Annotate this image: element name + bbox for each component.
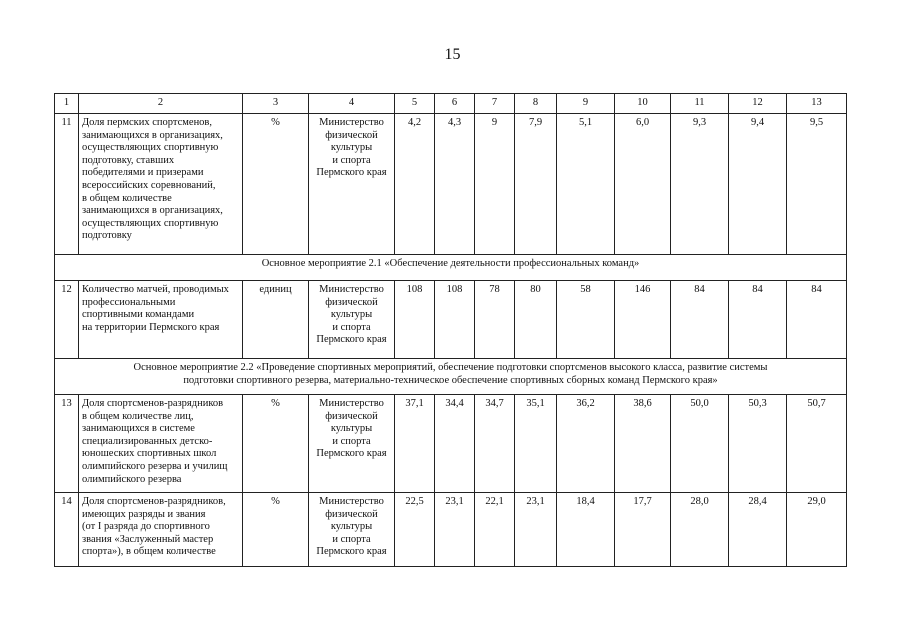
value-cell: 35,1	[515, 395, 557, 493]
unit-cell: %	[243, 114, 309, 255]
section-row	[55, 359, 847, 395]
header-cell: 1	[55, 94, 79, 114]
unit-cell: %	[243, 493, 309, 567]
table-row	[55, 395, 847, 493]
responsible-cell: Министерство физической культуры и спорта Пермского края	[309, 493, 395, 567]
value-cell: 28,0	[671, 493, 729, 567]
table-header-row	[55, 94, 847, 114]
table-row	[55, 493, 847, 567]
header-cell: 5	[395, 94, 435, 114]
value-cell: 9,5	[787, 114, 847, 255]
header-cell: 10	[615, 94, 671, 114]
value-cell: 5,1	[557, 114, 615, 255]
value-cell: 4,3	[435, 114, 475, 255]
row-number: 14	[55, 493, 79, 567]
value-cell: 29,0	[787, 493, 847, 567]
row-number: 13	[55, 395, 79, 493]
value-cell: 84	[671, 281, 729, 359]
value-cell: 7,9	[515, 114, 557, 255]
value-cell: 50,0	[671, 395, 729, 493]
header-cell: 13	[787, 94, 847, 114]
header-cell: 3	[243, 94, 309, 114]
section-title: Основное мероприятие 2.1 «Обеспечение деятельности профессиональных команд»	[55, 255, 847, 281]
indicator-name: Количество матчей, проводимых профессиональными спортивными командами на территории Пермского края	[79, 281, 243, 359]
value-cell: 108	[395, 281, 435, 359]
indicator-name: Доля пермских спортсменов, занимающихся в организациях, осуществляющих спортивную подготовку, ставших победителями и призерами всероссийских соревнований, в общем количестве занимающихся в организациях, осуществляющих спортивную подготовку	[79, 114, 243, 255]
value-cell: 18,4	[557, 493, 615, 567]
value-cell: 23,1	[515, 493, 557, 567]
section-row	[55, 255, 847, 281]
header-cell: 6	[435, 94, 475, 114]
value-cell: 36,2	[557, 395, 615, 493]
section-title: Основное мероприятие 2.2 «Проведение спортивных мероприятий, обеспечение подготовки спортсменов высокого класса, развитие системы подготовки спортивного резерва, материально-техническое обеспечение спортивных сборных команд Пермского края»	[55, 359, 847, 395]
value-cell: 34,7	[475, 395, 515, 493]
header-cell: 8	[515, 94, 557, 114]
value-cell: 6,0	[615, 114, 671, 255]
value-cell: 108	[435, 281, 475, 359]
value-cell: 37,1	[395, 395, 435, 493]
value-cell: 9,4	[729, 114, 787, 255]
value-cell: 84	[787, 281, 847, 359]
value-cell: 9	[475, 114, 515, 255]
responsible-cell: Министерство физической культуры и спорта Пермского края	[309, 395, 395, 493]
header-cell: 11	[671, 94, 729, 114]
value-cell: 28,4	[729, 493, 787, 567]
table-row	[55, 281, 847, 359]
row-number: 11	[55, 114, 79, 255]
unit-cell: единиц	[243, 281, 309, 359]
value-cell: 17,7	[615, 493, 671, 567]
value-cell: 4,2	[395, 114, 435, 255]
responsible-cell: Министерство физической культуры и спорта Пермского края	[309, 281, 395, 359]
indicator-name: Доля спортсменов-разрядников в общем количестве лиц, занимающихся в системе специализированных детско- юношеских спортивных школ олимпийского резерва и училищ олимпийского резерва	[79, 395, 243, 493]
header-cell: 7	[475, 94, 515, 114]
value-cell: 80	[515, 281, 557, 359]
value-cell: 146	[615, 281, 671, 359]
value-cell: 22,5	[395, 493, 435, 567]
header-cell: 9	[557, 94, 615, 114]
value-cell: 50,7	[787, 395, 847, 493]
header-cell: 4	[309, 94, 395, 114]
table-row	[55, 114, 847, 255]
value-cell: 22,1	[475, 493, 515, 567]
indicator-name: Доля спортсменов-разрядников, имеющих разряды и звания (от I разряда до спортивного звания «Заслуженный мастер спорта»), в общем количестве	[79, 493, 243, 567]
responsible-cell: Министерство физической культуры и спорта Пермского края	[309, 114, 395, 255]
value-cell: 23,1	[435, 493, 475, 567]
header-cell: 2	[79, 94, 243, 114]
indicators-table	[54, 93, 847, 567]
value-cell: 9,3	[671, 114, 729, 255]
unit-cell: %	[243, 395, 309, 493]
value-cell: 50,3	[729, 395, 787, 493]
value-cell: 84	[729, 281, 787, 359]
value-cell: 78	[475, 281, 515, 359]
page-number: 15	[444, 46, 461, 63]
value-cell: 34,4	[435, 395, 475, 493]
header-cell: 12	[729, 94, 787, 114]
row-number: 12	[55, 281, 79, 359]
value-cell: 38,6	[615, 395, 671, 493]
value-cell: 58	[557, 281, 615, 359]
